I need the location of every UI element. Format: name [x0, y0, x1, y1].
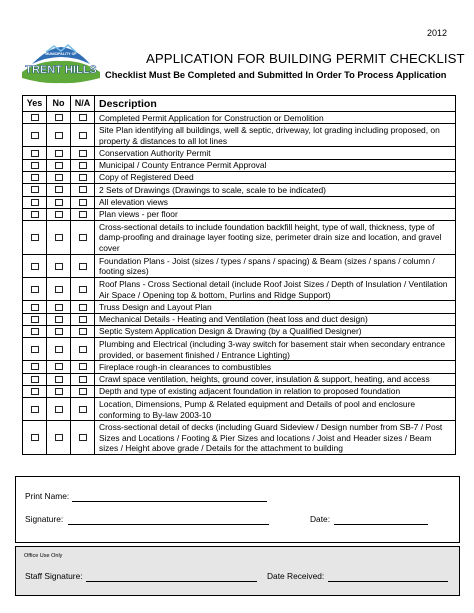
- checklist-cell-na: [71, 398, 95, 420]
- checkbox-no[interactable]: [55, 211, 63, 218]
- svg-text:TRENT HILLS: TRENT HILLS: [25, 64, 97, 76]
- checkbox-yes[interactable]: [31, 286, 39, 293]
- checklist-cell-na: [71, 374, 95, 385]
- checkbox-yes[interactable]: [31, 316, 39, 323]
- checkbox-yes[interactable]: [31, 114, 39, 121]
- checklist-item-description: Truss Design and Layout Plan: [99, 301, 212, 312]
- column-header-yes: Yes: [23, 96, 47, 111]
- checkbox-yes[interactable]: [31, 174, 39, 181]
- checkbox-yes[interactable]: [31, 328, 39, 335]
- checklist-row: [23, 160, 455, 172]
- checklist-item-description: Plan views - per floor: [99, 209, 178, 220]
- checkbox-yes[interactable]: [31, 263, 39, 270]
- applicant-signature-section: [15, 476, 460, 543]
- checklist-cell-no: [47, 197, 71, 208]
- checklist-cell-no: [47, 374, 71, 385]
- checkbox-no[interactable]: [55, 186, 63, 193]
- checkbox-no[interactable]: [55, 304, 63, 311]
- checklist-cell-na: [71, 421, 95, 454]
- checklist-row: [23, 112, 455, 124]
- date-received-field[interactable]: [328, 581, 448, 582]
- checklist-cell-yes: [23, 421, 47, 454]
- checklist-cell-no: [47, 209, 71, 220]
- checkbox-na[interactable]: [79, 114, 87, 121]
- checklist-cell-yes: [23, 301, 47, 312]
- checklist-row: [23, 421, 455, 454]
- checkbox-no[interactable]: [55, 162, 63, 169]
- checklist-row: [23, 184, 455, 196]
- date-label: Date:: [310, 514, 331, 524]
- checklist-cell-no: [47, 278, 71, 300]
- checklist-cell-no: [47, 124, 71, 146]
- checklist-cell-na: [71, 112, 95, 123]
- checkbox-na[interactable]: [79, 234, 87, 241]
- checklist-cell-na: [71, 278, 95, 300]
- checklist-cell-yes: [23, 374, 47, 385]
- checklist-row: [23, 398, 455, 421]
- office-use-section: [15, 546, 460, 596]
- checkbox-no[interactable]: [55, 286, 63, 293]
- checkbox-na[interactable]: [79, 132, 87, 139]
- checklist-cell-no: [47, 338, 71, 360]
- checklist-row: [23, 147, 455, 159]
- checkbox-no[interactable]: [55, 263, 63, 270]
- checkbox-yes[interactable]: [31, 211, 39, 218]
- checkbox-no[interactable]: [55, 174, 63, 181]
- checklist-cell-na: [71, 386, 95, 397]
- office-use-tag: Office Use Only: [24, 553, 63, 559]
- checklist-item-description: All elevation views: [99, 197, 168, 208]
- checklist-cell-na: [71, 326, 95, 337]
- checklist-row: [23, 361, 455, 373]
- checklist-cell-no: [47, 160, 71, 171]
- checklist-row: [23, 326, 455, 338]
- checklist-cell-na: [71, 221, 95, 254]
- checkbox-no[interactable]: [55, 199, 63, 206]
- checklist-cell-na: [71, 301, 95, 312]
- checklist-item-description: Fireplace rough-in clearances to combustibles: [99, 361, 272, 372]
- column-header-description: Description: [99, 97, 157, 110]
- checkbox-na[interactable]: [79, 388, 87, 395]
- checklist-row: [23, 278, 455, 301]
- checklist-cell-no: [47, 147, 71, 158]
- checklist-item-description: 2 Sets of Drawings (Drawings to scale, scale to be indicated): [99, 184, 326, 195]
- checklist-cell-no: [47, 184, 71, 195]
- checklist-row: [23, 209, 455, 221]
- checkbox-na[interactable]: [79, 286, 87, 293]
- checkbox-na[interactable]: [79, 304, 87, 311]
- checklist-cell-no: [47, 361, 71, 372]
- svg-text:MUNICIPALITY OF: MUNICIPALITY OF: [45, 52, 77, 56]
- checklist-row: [23, 124, 455, 147]
- checklist-cell-yes: [23, 314, 47, 325]
- staff-signature-label: Staff Signature:: [25, 571, 83, 581]
- checklist-cell-na: [71, 197, 95, 208]
- checkbox-na[interactable]: [79, 174, 87, 181]
- checklist-cell-yes: [23, 278, 47, 300]
- checkbox-yes[interactable]: [31, 186, 39, 193]
- checklist-cell-na: [71, 124, 95, 146]
- checkbox-no[interactable]: [55, 114, 63, 121]
- checklist-item-description: Mechanical Details - Heating and Ventilation (heat loss and duct design): [99, 314, 368, 325]
- checklist-item-description: Location, Dimensions, Pump & Related equipment and Details of pool and enclosure conforming to By-law 2003-10: [99, 398, 416, 420]
- checklist-cell-na: [71, 160, 95, 171]
- staff-signature-field[interactable]: [86, 581, 257, 582]
- checklist-cell-na: [71, 361, 95, 372]
- checklist-cell-yes: [23, 112, 47, 123]
- date-received-label: Date Received:: [267, 571, 325, 581]
- checklist-cell-yes: [23, 398, 47, 420]
- checklist-cell-yes: [23, 361, 47, 372]
- checklist-cell-na: [71, 338, 95, 360]
- checkbox-na[interactable]: [79, 150, 87, 157]
- checkbox-na[interactable]: [79, 186, 87, 193]
- trent-hills-logo: [18, 42, 104, 86]
- checkbox-na[interactable]: [79, 434, 87, 441]
- checkbox-no[interactable]: [55, 132, 63, 139]
- checklist-cell-no: [47, 221, 71, 254]
- checkbox-no[interactable]: [55, 363, 63, 370]
- page-title: APPLICATION FOR BUILDING PERMIT CHECKLIST: [146, 51, 465, 66]
- checkbox-na[interactable]: [79, 263, 87, 270]
- checklist-cell-yes: [23, 221, 47, 254]
- checkbox-yes[interactable]: [31, 388, 39, 395]
- checkbox-yes[interactable]: [31, 132, 39, 139]
- checklist-row: [23, 314, 455, 326]
- checklist-cell-yes: [23, 338, 47, 360]
- checklist-table: [22, 95, 456, 455]
- checklist-cell-no: [47, 255, 71, 277]
- checklist-row: [23, 172, 455, 184]
- checklist-item-description: Crawl space ventilation, heights, ground cover, insulation & support, heating, and access: [99, 374, 430, 385]
- checkbox-no[interactable]: [55, 346, 63, 353]
- checkbox-yes[interactable]: [31, 363, 39, 370]
- checkbox-yes[interactable]: [31, 304, 39, 311]
- checklist-cell-na: [71, 209, 95, 220]
- checkbox-no[interactable]: [55, 434, 63, 441]
- signature-field[interactable]: [68, 524, 269, 525]
- checkbox-no[interactable]: [55, 406, 63, 413]
- checklist-item-description: Site Plan identifying all buildings, well & septic, driveway, lot grading including proposed, on property & distances to all lot lines: [99, 124, 440, 146]
- checkbox-na[interactable]: [79, 346, 87, 353]
- checkbox-yes[interactable]: [31, 234, 39, 241]
- print-name-label: Print Name:: [25, 491, 70, 501]
- checklist-item-description: Foundation Plans - Joist (sizes / types / spans / spacing) & Beam (sizes / spans / column / footing sizes): [99, 255, 435, 277]
- checklist-cell-yes: [23, 172, 47, 183]
- checklist-item-description: Copy of Registered Deed: [99, 172, 194, 183]
- checklist-item-description: Roof Plans - Cross Sectional detail (include Roof Joist Sizes / Depth of Insulation / Ventilation Air Space / Opening top & bottom, Purlins and Ridge Support): [99, 278, 448, 300]
- checklist-cell-na: [71, 255, 95, 277]
- checkbox-na[interactable]: [79, 162, 87, 169]
- checkbox-no[interactable]: [55, 234, 63, 241]
- year-label: 2012: [426, 28, 447, 38]
- page-subtitle: Checklist Must Be Completed and Submitted In Order To Process Application: [105, 70, 447, 80]
- checklist-cell-no: [47, 172, 71, 183]
- checklist-cell-na: [71, 314, 95, 325]
- column-header-no: No: [47, 96, 71, 111]
- checklist-row: [23, 338, 455, 361]
- checklist-cell-no: [47, 301, 71, 312]
- checkbox-yes[interactable]: [31, 150, 39, 157]
- checkbox-na[interactable]: [79, 328, 87, 335]
- checkbox-yes[interactable]: [31, 434, 39, 441]
- checklist-cell-no: [47, 421, 71, 454]
- checklist-item-description: Completed Permit Application for Construction or Demolition: [99, 112, 324, 123]
- checklist-item-description: Depth and type of existing adjacent foundation in relation to proposed foundation: [99, 386, 401, 397]
- checkbox-no[interactable]: [55, 150, 63, 157]
- checklist-cell-yes: [23, 326, 47, 337]
- checklist-item-description: Conservation Authority Permit: [99, 147, 211, 158]
- checkbox-na[interactable]: [79, 376, 87, 383]
- checklist-cell-na: [71, 184, 95, 195]
- checklist-cell-no: [47, 386, 71, 397]
- checklist-row: [23, 374, 455, 386]
- checkbox-na[interactable]: [79, 316, 87, 323]
- checkbox-yes[interactable]: [31, 376, 39, 383]
- checklist-row: [23, 255, 455, 278]
- checklist-cell-no: [47, 112, 71, 123]
- checklist-cell-na: [71, 147, 95, 158]
- print-name-field[interactable]: [72, 501, 267, 502]
- checklist-cell-yes: [23, 147, 47, 158]
- checkbox-no[interactable]: [55, 316, 63, 323]
- checkbox-na[interactable]: [79, 363, 87, 370]
- checkbox-na[interactable]: [79, 199, 87, 206]
- checklist-cell-na: [71, 172, 95, 183]
- checkbox-yes[interactable]: [31, 406, 39, 413]
- signature-label: Signature:: [25, 514, 64, 524]
- checkbox-no[interactable]: [55, 376, 63, 383]
- checklist-row: [23, 197, 455, 209]
- checkbox-na[interactable]: [79, 211, 87, 218]
- checklist-cell-yes: [23, 160, 47, 171]
- checklist-row: [23, 221, 455, 255]
- checklist-cell-yes: [23, 386, 47, 397]
- checklist-cell-yes: [23, 209, 47, 220]
- checkbox-yes[interactable]: [31, 162, 39, 169]
- checklist-row: [23, 386, 455, 398]
- checklist-cell-yes: [23, 255, 47, 277]
- checklist-cell-no: [47, 314, 71, 325]
- checklist-cell-yes: [23, 124, 47, 146]
- checkbox-no[interactable]: [55, 388, 63, 395]
- checkbox-yes[interactable]: [31, 346, 39, 353]
- checklist-cell-no: [47, 398, 71, 420]
- checklist-item-description: Plumbing and Electrical (including 3-way switch for basement stair when secondary entrance provided, or basement finished / Entrance Lighting): [99, 338, 446, 360]
- checklist-cell-no: [47, 326, 71, 337]
- checklist-item-description: Cross-sectional detail of decks (including Guard Sideview / Design number from SB-7 / Post Sizes and Locations / Footing & Pier Sizes and locations / Joist and Header sizes / Beam sizes / Height above grade / Details for the attachment to building: [99, 421, 443, 454]
- checkbox-yes[interactable]: [31, 199, 39, 206]
- checklist-cell-yes: [23, 197, 47, 208]
- checklist-cell-yes: [23, 184, 47, 195]
- checklist-item-description: Municipal / County Entrance Permit Approval: [99, 160, 267, 171]
- checklist-header-row: [23, 96, 455, 112]
- checkbox-na[interactable]: [79, 406, 87, 413]
- checkbox-no[interactable]: [55, 328, 63, 335]
- date-field[interactable]: [334, 524, 428, 525]
- checklist-row: [23, 301, 455, 313]
- column-header-na: N/A: [71, 96, 95, 111]
- checklist-item-description: Cross-sectional details to include foundation backfill height, type of wall, thickness, type of damp-proofing and drainage layer footing size, perimeter drain size and location, and gravel cover: [99, 221, 442, 254]
- checklist-item-description: Septic System Application Design & Drawing (by a Qualified Designer): [99, 326, 362, 337]
